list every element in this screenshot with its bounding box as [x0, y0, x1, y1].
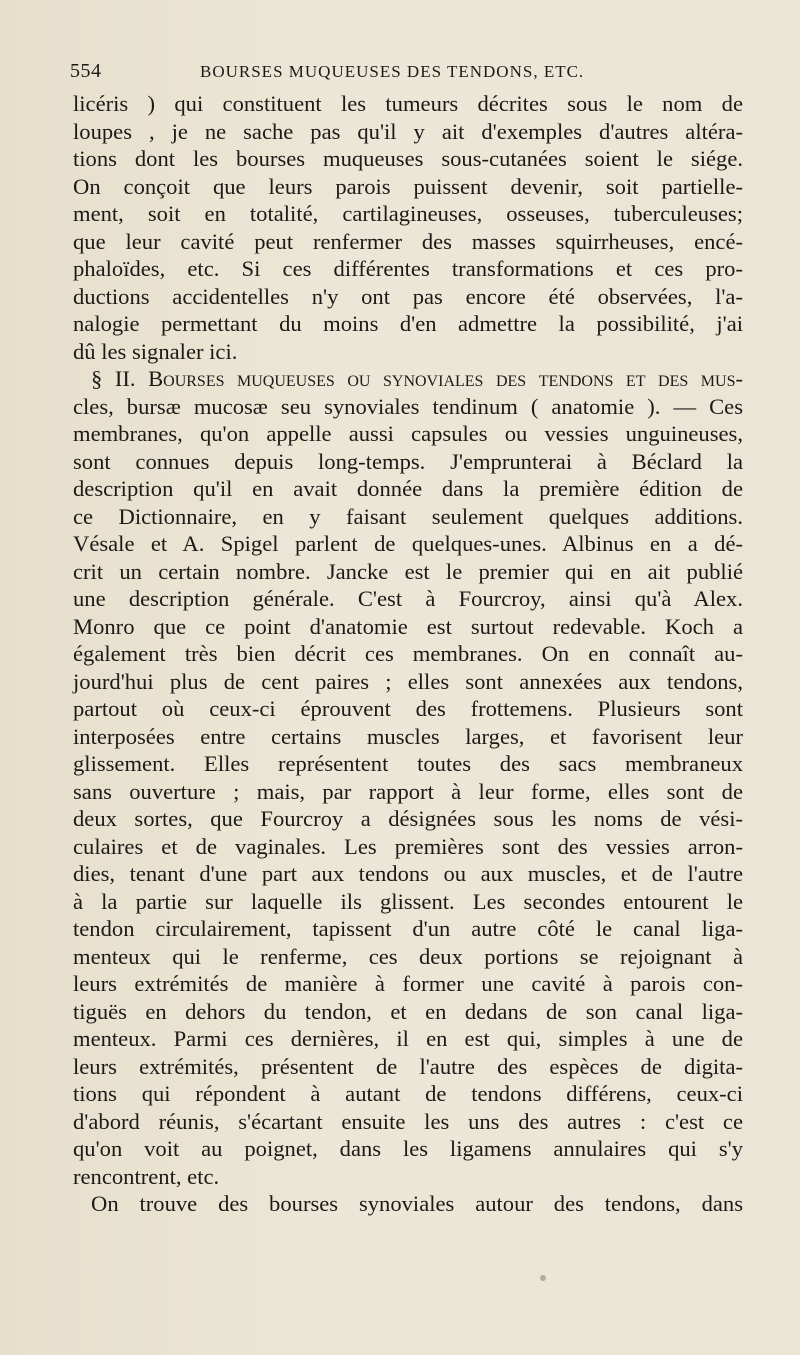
- text-line: menteux qui le renferme, ces deux portions se rejoignant à: [73, 943, 743, 969]
- text-line: rencontrent, etc.: [73, 1163, 220, 1189]
- paragraph-1: [73, 90, 743, 365]
- text-line: qu'on voit au poignet, dans les ligamens annulaires qui s'y: [73, 1136, 743, 1161]
- text-line: description qu'il en avait donnée dans la première édition de: [73, 476, 743, 501]
- text-line: partout où ceux-ci éprouvent des frottemens. Plusieurs sont: [73, 696, 743, 721]
- running-title: BOURSES MUQUEUSES DES TENDONS, ETC.: [200, 62, 585, 81]
- page-number: 554: [70, 60, 102, 82]
- text-line: loupes , je ne sache pas qu'il y ait d'exemples d'autres altéra-: [73, 118, 743, 144]
- text-line: interposées entre certains muscles larges, et favorisent leur: [73, 723, 743, 749]
- text-line: leurs extrémités, présentent de l'autre des espèces de digita-: [73, 1053, 743, 1079]
- text-line: crit un certain nombre. Jancke est le premier qui en ait publié: [73, 558, 743, 584]
- text-line: menteux. Parmi ces dernières, il en est qui, simples à une de: [73, 1026, 743, 1051]
- page-header: [70, 60, 730, 88]
- text-line: deux sortes, que Fourcroy a désignées sous les noms de vési-: [73, 806, 743, 831]
- text-line: tiguës en dehors du tendon, et en dedans de son canal liga-: [73, 998, 743, 1024]
- text-line: Vésale et A. Spigel parlent de quelques-unes. Albinus en a dé-: [73, 531, 743, 556]
- section-heading: § II. Bourses muqueuses ou synoviales des tendons et des mus-: [91, 366, 743, 391]
- paragraph-2: [73, 365, 743, 1190]
- text-line: ce Dictionnaire, en y faisant seulement quelques additions.: [73, 503, 743, 529]
- ink-spot: [540, 1275, 546, 1281]
- text-line: ment, soit en totalité, cartilagineuses, osseuses, tuberculeuses;: [73, 201, 743, 226]
- text-line: nalogie permettant du moins d'en admettre la possibilité, j'ai: [73, 311, 743, 336]
- paragraph-3: [73, 1190, 743, 1218]
- body-text: [73, 90, 743, 1218]
- text-line: d'abord réunis, s'écartant ensuite les uns des autres : c'est ce: [73, 1108, 743, 1134]
- text-line: tions dont les bourses muqueuses sous-cutanées soient le siége.: [73, 146, 743, 171]
- text-line: licéris ) qui constituent les tumeurs décrites sous le nom de: [73, 91, 743, 116]
- text-line: dies, tenant d'une part aux tendons ou aux muscles, et de l'autre: [73, 861, 743, 886]
- text-line: dû les signaler ici.: [73, 338, 238, 364]
- text-line: Monro que ce point d'anatomie est surtout redevable. Koch a: [73, 613, 743, 639]
- text-line: cles, bursæ mucosæ seu synoviales tendinum ( anatomie ). — Ces: [73, 393, 743, 419]
- text-line: sont connues depuis long-temps. J'emprunterai à Béclard la: [73, 448, 743, 474]
- text-line: sans ouverture ; mais, par rapport à leur forme, elles sont de: [73, 778, 743, 804]
- text-line: On conçoit que leurs parois puissent devenir, soit partielle-: [73, 173, 743, 199]
- text-line: à la partie sur laquelle ils glissent. Les secondes entourent le: [73, 888, 743, 914]
- text-line: que leur cavité peut renfermer des masses squirrheuses, encé-: [73, 228, 743, 254]
- text-line: tions qui répondent à autant de tendons différens, ceux-ci: [73, 1081, 743, 1106]
- text-line: ductions accidentelles n'y ont pas encore été observées, l'a-: [73, 283, 743, 309]
- text-line: On trouve des bourses synoviales autour des tendons, dans: [91, 1191, 743, 1216]
- text-line: glissement. Elles représentent toutes des sacs membraneux: [73, 751, 743, 776]
- text-line: une description générale. C'est à Fourcroy, ainsi qu'à Alex.: [73, 586, 743, 611]
- text-line: leurs extrémités de manière à former une cavité à parois con-: [73, 971, 743, 996]
- text-line: phaloïdes, etc. Si ces différentes transformations et ces pro-: [73, 256, 743, 281]
- text-line: également très bien décrit ces membranes. On en connaît au-: [73, 641, 743, 666]
- text-line: jourd'hui plus de cent paires ; elles sont annexées aux tendons,: [73, 668, 743, 694]
- text-line: culaires et de vaginales. Les premières sont des vessies arron-: [73, 833, 743, 859]
- text-line: membranes, qu'on appelle aussi capsules ou vessies unguineuses,: [73, 421, 743, 446]
- text-line: tendon circulairement, tapissent d'un autre côté le canal liga-: [73, 916, 743, 941]
